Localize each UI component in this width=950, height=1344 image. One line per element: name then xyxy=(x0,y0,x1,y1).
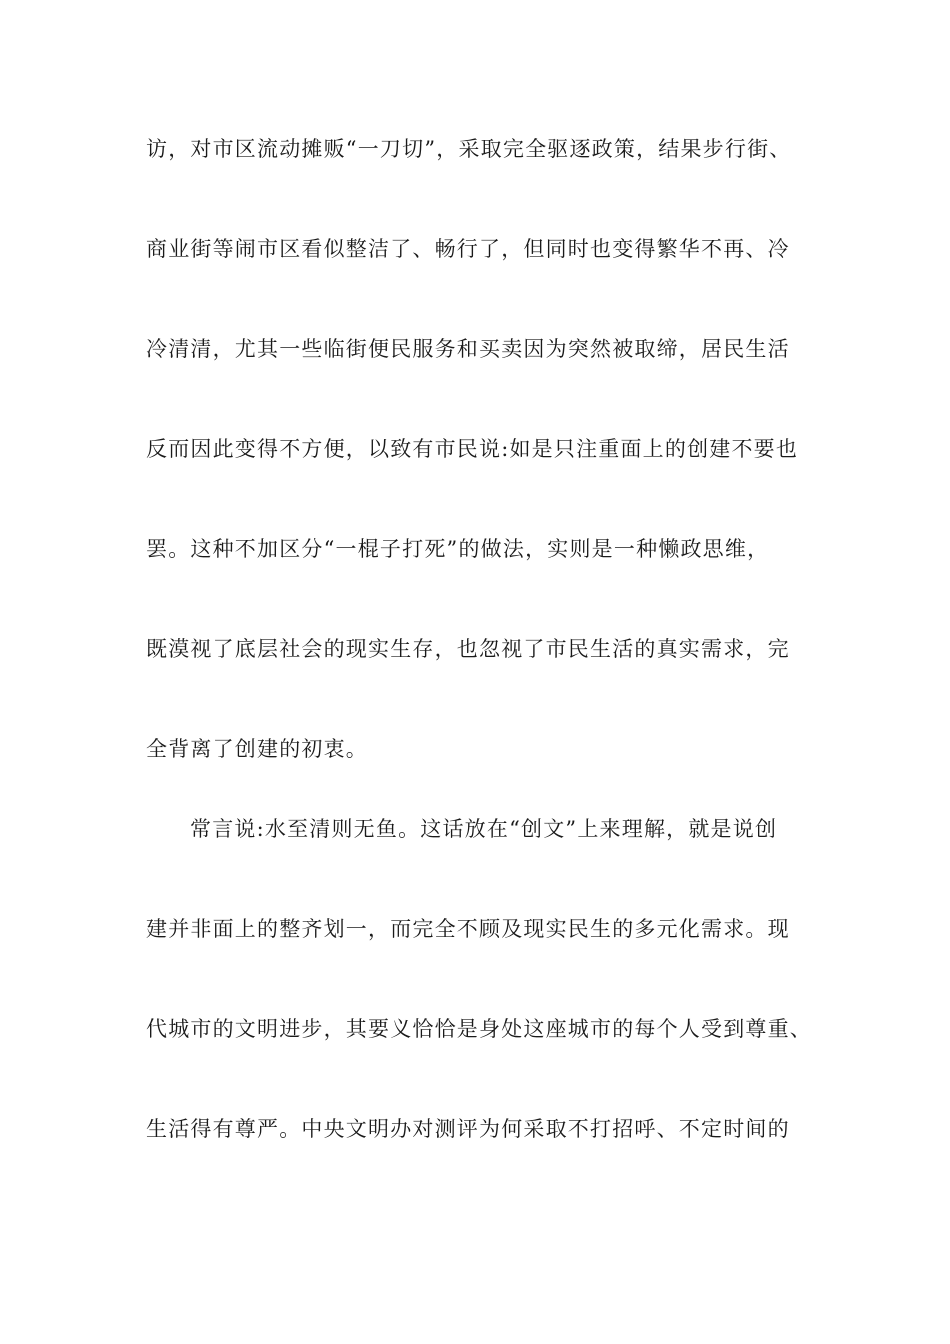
text-line: 生活得有尊严。中央文明办对测评为何采取不打招呼、不定时间的 xyxy=(146,1117,790,1141)
text-line: 建并非面上的整齐划一，而完全不顾及现实民生的多元化需求。现 xyxy=(146,917,790,941)
text-line: 代城市的文明进步，其要义恰恰是身处这座城市的每个人受到尊重、 xyxy=(146,1017,812,1041)
text-line: 反而因此变得不方便，以致有市民说:如是只注重面上的创建不要也 xyxy=(146,437,799,461)
text-line: 罢。这种不加区分“一棍子打死”的做法，实则是一种懒政思维， xyxy=(146,537,770,561)
text-line: 全背离了创建的初衷。 xyxy=(146,737,368,761)
text-line: 既漠视了底层社会的现实生存，也忽视了市民生活的真实需求，完 xyxy=(146,637,790,661)
paragraph-start-line: 常言说:水至清则无鱼。这话放在“创文”上来理解，就是说创 xyxy=(190,817,778,841)
text-line: 访，对市区流动摊贩“一刀切”，采取完全驱逐政策，结果步行街、 xyxy=(146,137,792,161)
text-line: 冷清清，尤其一些临街便民服务和买卖因为突然被取缔，居民生活 xyxy=(146,337,790,361)
text-line: 商业街等闹市区看似整洁了、畅行了，但同时也变得繁华不再、冷 xyxy=(146,237,790,261)
